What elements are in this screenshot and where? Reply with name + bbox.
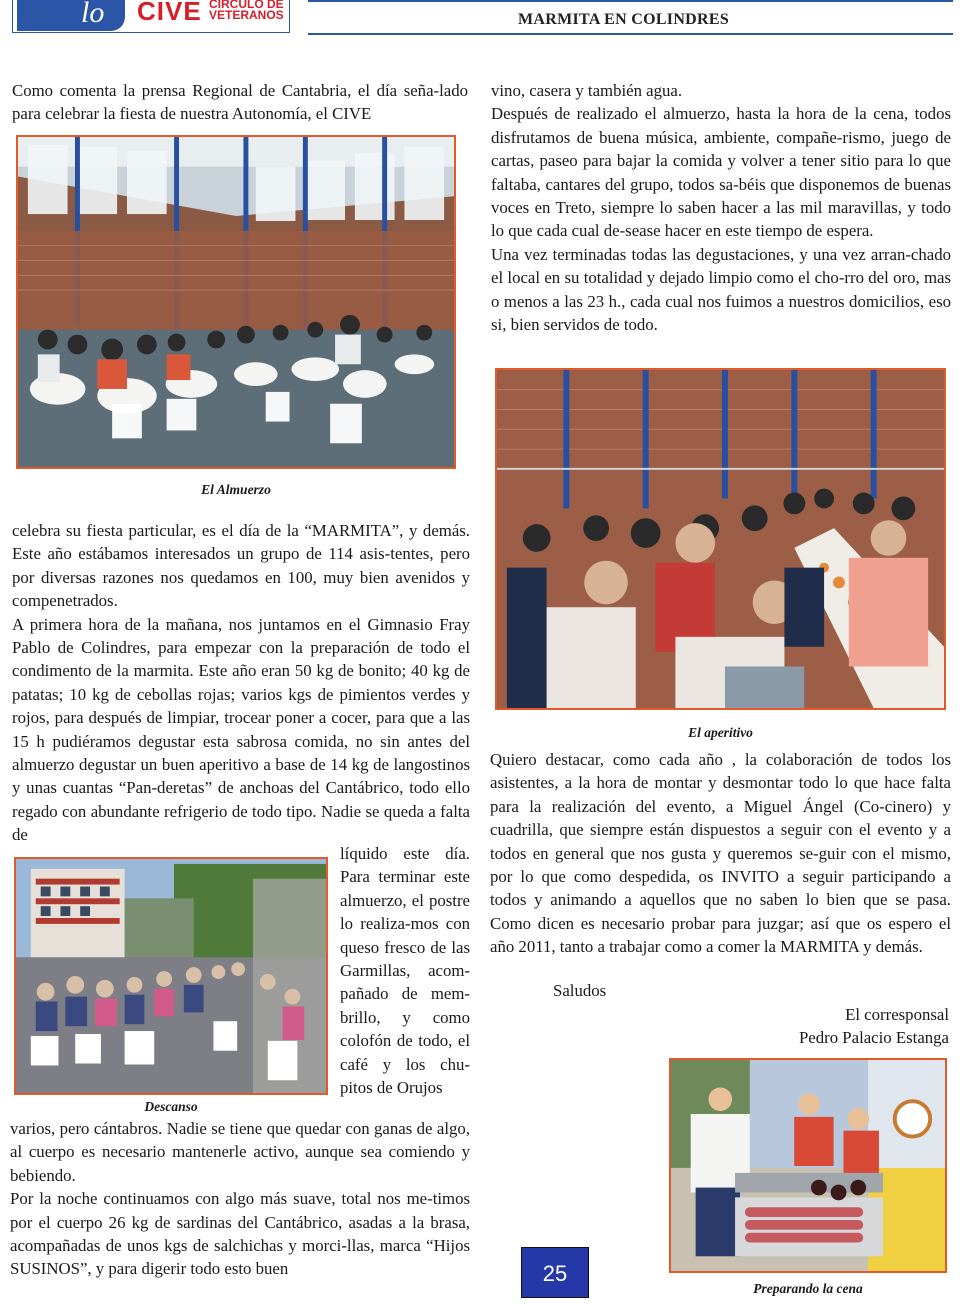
- col1-paragraph-2: A primera hora de la mañana, nos juntamos en el Gimnasio Fray Pablo de Colindres, para empezar con la preparación de todo el condimento de la marmita. Este año eran 50 kg de bonito; 40 kg de patatas; 10 kg de cebollas rojas; varios kgs de pimientos verdes y rojos, para después de limpiar, trocear poner a cocer, para que a las 15 h pudiéramos degustar esta sabrosa comida, no sin antes del almuerzo degustar un buen aperitivo a base de 14 kg de langostinos y unas cuantas “Pan-deretas” de anchoas del Cantábrico, todo ello regado con abundante refrigerio de todo tipo. Nadie se queda a falta de: [12, 614, 470, 845]
- signature-name: Pedro Palacio Estanga: [798, 1028, 949, 1048]
- col2-saludos: Saludos: [553, 981, 607, 1000]
- photo-aperitivo: [495, 368, 946, 710]
- caption-descanso: Descanso: [144, 1099, 198, 1114]
- col2-saludos-block: [553, 979, 753, 1002]
- section-title: MARMITA EN COLINDRES: [518, 11, 730, 28]
- col1-intro-text: [12, 79, 468, 126]
- logo-name: CIVE: [137, 0, 202, 26]
- col1-bottom-text: [10, 1117, 470, 1281]
- header-top-rule: [308, 0, 953, 2]
- photo-almuerzo: [16, 135, 456, 469]
- col1-paragraph-4: Por la noche continuamos con algo más suave, total nos me-timos por el cuerpo 26 kg de sardinas del Cantábrico, asadas a la brasa, acompañadas de unos kgs de salchichas y morci-llas, marca “Hijos SUSINOS”, y para digerir todo esto buen: [10, 1189, 470, 1279]
- col1-paragraph-1: celebra su fiesta particular, es el día de la “MARMITA”, y demás. Este año estábamos interesados un grupo de 114 asis-tentes, pero por diversas razones nos quedamos en 100, muy bien avenidos y compenetrados.: [12, 521, 470, 611]
- col1-main-text: [12, 519, 470, 847]
- logo-sub-line-1: CIRCULO DE: [209, 0, 284, 11]
- col2-top-text: [491, 79, 951, 336]
- caption-almuerzo: El Almuerzo: [201, 482, 271, 497]
- signature-role: El corresponsal: [845, 1005, 949, 1024]
- col2-paragraph-4: Quiero destacar, como cada año , la colaboración de todos los asistentes, a la hora de montar y desmontar todo lo que hace falta para la realización del evento, a Miguel Ángel (Co-cinero) y cuadrilla, que siempre están dispuestos a seguir con el evento y a todos en general que nos gusta y queremos se-guir con el mismo, por lo que como despedida, os INVITO a seguir participando a todos y animando a aquellos que no saben lo bien que se pasa. Como dicen es necesario probar para juzgar; así que os espero el año 2011, tanto a trabajar como a comer la MARMITA y demás.: [490, 750, 951, 957]
- col2-paragraph-1: vino, casera y también agua.: [491, 81, 683, 100]
- header-rule: [308, 33, 953, 35]
- caption-cena: Preparando la cena: [753, 1281, 863, 1296]
- logo-sub-line-2: VETERANOS: [209, 8, 284, 22]
- logo-subtitle: [209, 0, 284, 21]
- photo-preparando-cena: [669, 1058, 947, 1273]
- col2-paragraph-3: Una vez terminadas todas las degustaciones, y una vez arran-chado el local en su totalidad y dejado limpio como el cho-rro del oro, mas o menos a las 23 h., cada cual nos fuimos a nuestros domicilios, eso si, bien servidos de todo.: [491, 244, 951, 335]
- logo-mark: lo: [17, 0, 125, 31]
- col1-intro: Como comenta la prensa Regional de Cantabria, el día seña-lado para celebrar la fiesta de nuestra Autonomía, el CIVE: [12, 81, 468, 124]
- caption-aperitivo: El aperitivo: [688, 725, 753, 740]
- page-number: 25: [521, 1247, 589, 1298]
- cive-logo: [12, 0, 290, 33]
- col1-narrow-paragraph: líquido este día. Para terminar este almuerzo, el postre lo realiza-mos con queso fresco de las Garmillas, acom-pañado de mem-brillo, y como colofón de todo, el café y los chu-pitos de Orujos: [340, 844, 470, 1098]
- photo-descanso: [14, 857, 328, 1095]
- col1-narrow-text: [340, 842, 470, 1099]
- col2-bottom-text: [490, 748, 951, 959]
- signature: [700, 1003, 949, 1050]
- col1-paragraph-3: varios, pero cántabros. Nadie se tiene que quedar con ganas de algo, al cuerpo es necesario mantenerle activo, aunque sea comiendo y bebiendo.: [10, 1119, 470, 1185]
- col2-paragraph-2: Después de realizado el almuerzo, hasta la hora de la cena, todos disfrutamos de buena música, ambiente, compañe-rismo, juego de cartas, paseo para bajar la comida y volver a tener sitio para lo que faltaba, cantares del grupo, todos sa-béis que disponemos de buenas voces en Treto, siempre lo saben hacer a las mil maravillas, y todo lo que cada cual de-sease hacer en este tiempo de espera.: [491, 104, 951, 241]
